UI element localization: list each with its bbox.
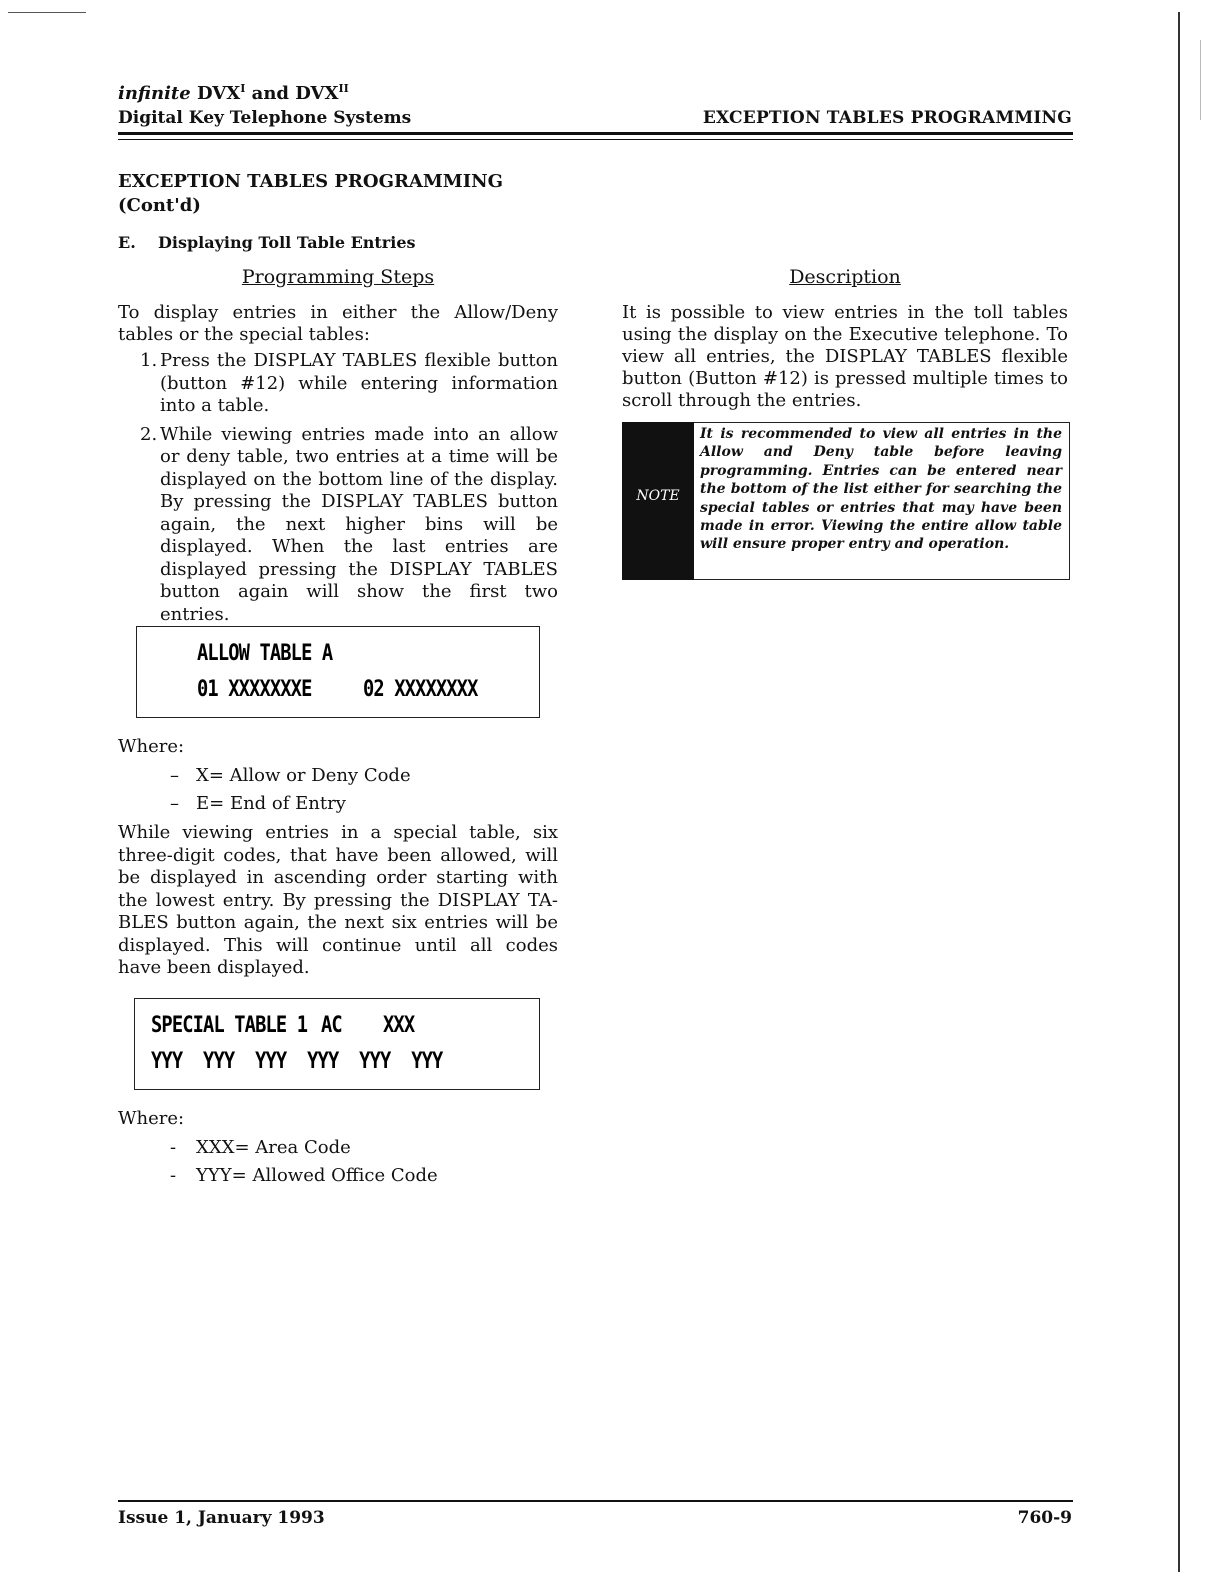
- model-sup1: I: [240, 82, 246, 95]
- model-sup2: II: [338, 82, 349, 95]
- lcd-display-special-table: [134, 998, 540, 1090]
- description-heading: Description: [789, 266, 901, 288]
- page-edge-border: [1178, 12, 1180, 1572]
- scan-artifact-line: [8, 12, 86, 13]
- where-label-1: Where:: [118, 736, 185, 757]
- header-rule-thick: [118, 132, 1073, 135]
- product-title: [118, 82, 349, 104]
- section-title-main: EXCEPTION TABLES PROGRAMMING: [118, 171, 503, 192]
- model-dvx1: DVX: [196, 83, 241, 104]
- subsection-letter: E.: [118, 233, 136, 252]
- note-text: It is recommended to view all entries in the Allow and Deny table before leaving programming. Entries can be entered near the bottom of the list either for searching the special tables or entries that may have been made in error. Viewing the entire allow table will ensure proper entry and operation.: [700, 426, 1062, 553]
- section-title-cont: (Cont'd): [118, 195, 201, 216]
- steps-list: [118, 350, 558, 632]
- step-number: 2.: [140, 423, 158, 445]
- lcd-display-allow-table: [136, 626, 540, 718]
- lcd2-office-codes: YYY YYY YYY YYY YYY YYY: [151, 1049, 443, 1074]
- definition-item: – E= End of Entry: [170, 793, 346, 814]
- intro-paragraph: To display entries in either the Allow/Deny tables or the special tables:: [118, 302, 558, 345]
- description-paragraph: It is possible to view entries in the toll tables using the display on the Executive telephone. To view all entries, the DISPLAY TABLES flexible button (Button #12) is pressed multiple times to scroll through the entries.: [622, 302, 1068, 411]
- definition-list-1: [170, 762, 411, 818]
- note-label-block: [622, 422, 694, 580]
- header-rule-thin: [118, 139, 1073, 140]
- lcd1-entry2: 02 XXXXXXXX: [363, 677, 478, 702]
- definition-list-2: [170, 1134, 438, 1190]
- subsection-title: Displaying Toll Table Entries: [158, 233, 416, 252]
- section-title: [118, 170, 503, 218]
- note-label: NOTE: [636, 488, 680, 504]
- lcd2-table-name: SPECIAL TABLE 1: [151, 1013, 308, 1038]
- definition-item: – X= Allow or Deny Code: [170, 765, 411, 786]
- special-table-paragraph: While viewing entries in a special table, six three-digit codes, that have been allowed, will be displayed in ascending order starting with the lowest entry. By pressing the DISPLAY TA-BLES button again, the next six entries will be displayed. This will continue until all codes have been displayed.: [118, 822, 558, 978]
- page-number: 760-9: [1017, 1508, 1072, 1528]
- footer-rule: [118, 1500, 1073, 1502]
- running-section-title: EXCEPTION TABLES PROGRAMMING: [702, 108, 1072, 128]
- brand-name: infinite: [118, 83, 191, 104]
- lcd1-line1: ALLOW TABLE A: [197, 641, 333, 666]
- subsection-heading: [118, 233, 416, 252]
- lcd2-ac-label: AC: [321, 1013, 342, 1038]
- product-subtitle: Digital Key Telephone Systems: [118, 108, 412, 128]
- lcd2-area-code: XXX: [383, 1013, 415, 1038]
- step-text: Press the DISPLAY TABLES flexible button (button #12) while entering information into a table.: [160, 350, 558, 416]
- step-item: [118, 350, 558, 418]
- lcd1-entry1: 01 XXXXXXXE: [197, 677, 312, 702]
- programming-steps-heading: Programming Steps: [241, 266, 435, 288]
- page-edge-artifact: [1200, 40, 1201, 120]
- step-item: [118, 424, 558, 627]
- where-label-2: Where:: [118, 1108, 185, 1129]
- definition-item: - YYY= Allowed Office Code: [170, 1165, 438, 1186]
- step-text: While viewing entries made into an allow or deny table, two entries at a time will be displayed on the bottom line of the display. By pressing the DISPLAY TABLES button again, the next higher bins will be displayed. When the last entries are displayed pressing the DISPLAY TABLES button again will show the first two entries.: [160, 423, 558, 625]
- step-number: 1.: [140, 350, 158, 371]
- issue-date: Issue 1, January 1993: [118, 1508, 325, 1528]
- model-dvx2: and DVX: [251, 83, 339, 104]
- definition-item: - XXX= Area Code: [170, 1137, 351, 1158]
